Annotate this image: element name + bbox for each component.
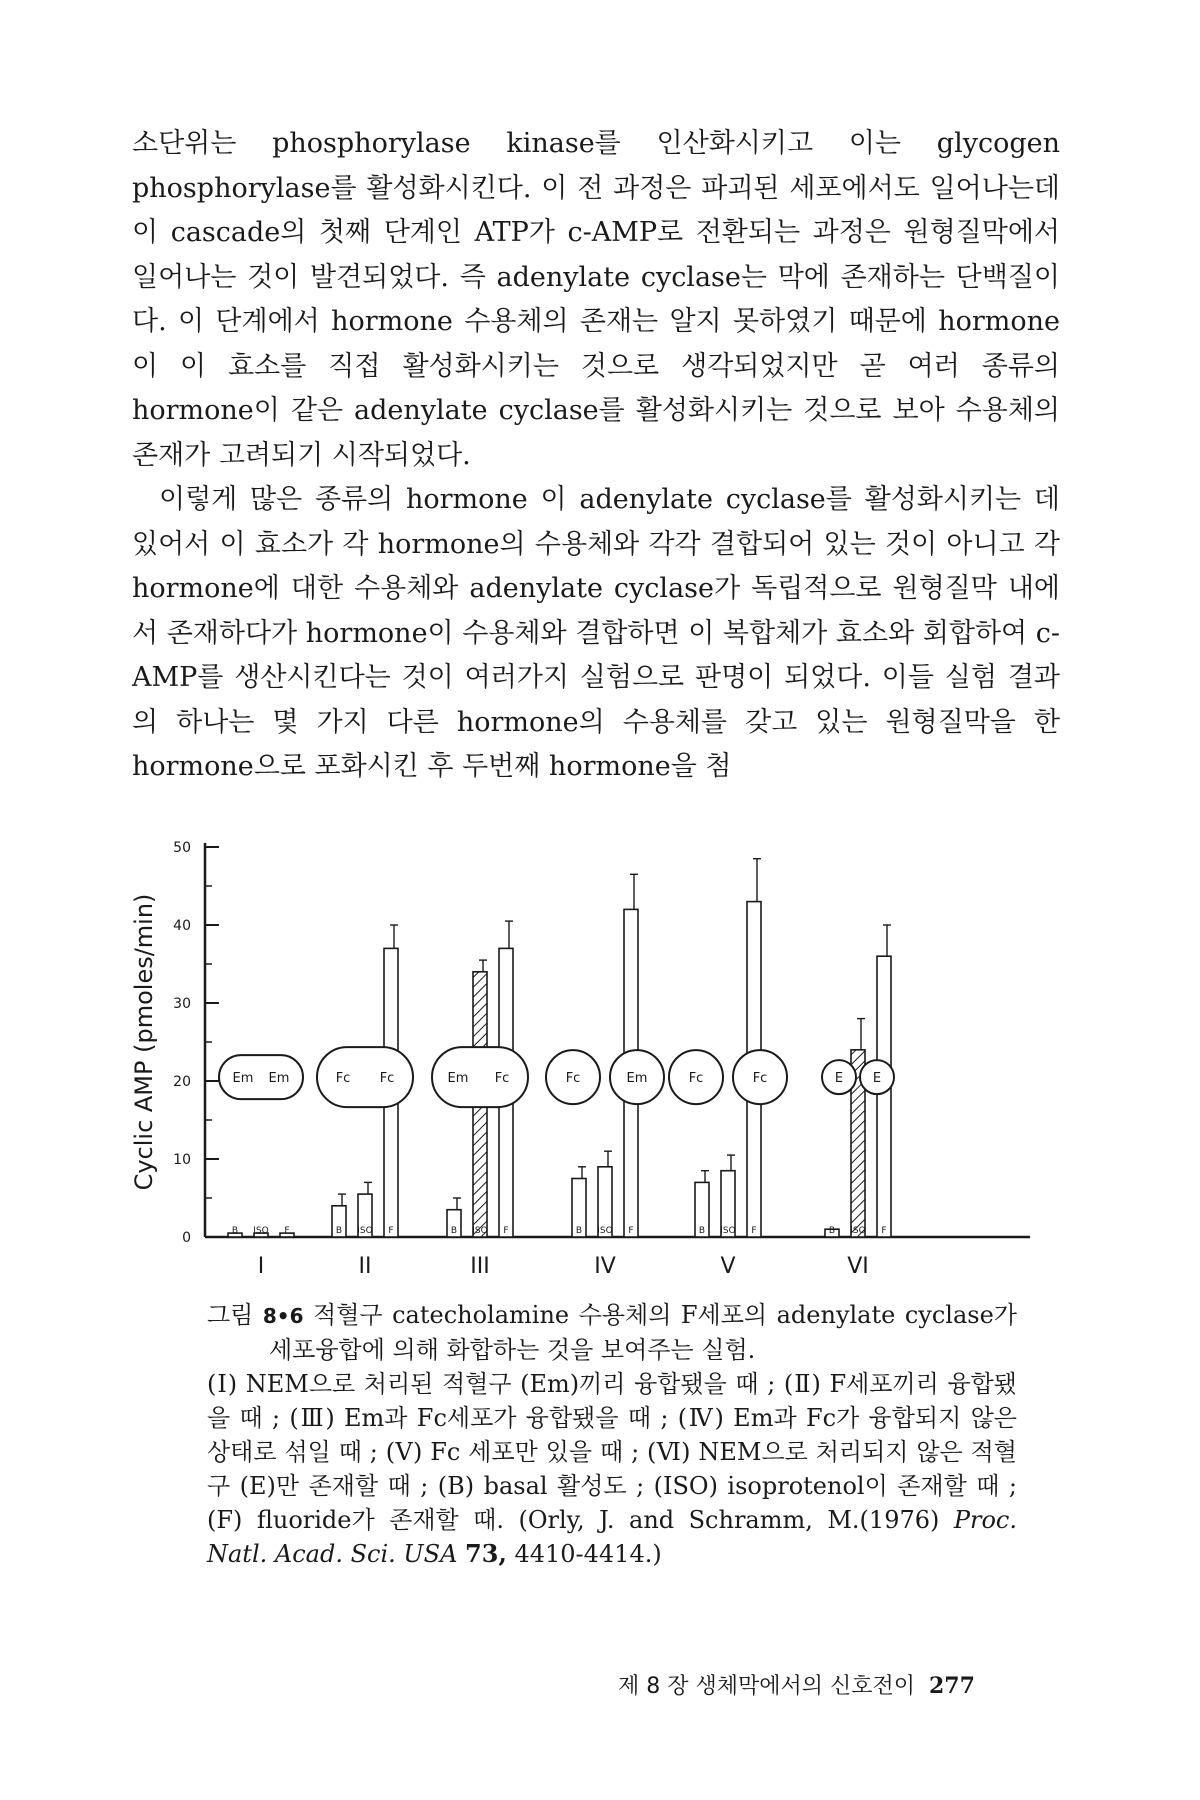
- bar-label: F: [881, 1226, 887, 1236]
- caption-ref-journal: Proc. Natl. Acad. Sci. USA: [207, 1506, 1017, 1568]
- cell-label: Fc: [565, 1071, 581, 1087]
- bar-label: B: [231, 1226, 239, 1236]
- bar-label: ISO: [357, 1226, 373, 1236]
- cell-label: Fc: [379, 1071, 395, 1087]
- y-tick-label: 40: [173, 918, 191, 934]
- group-label: VI: [847, 1254, 869, 1279]
- bar-label: F: [628, 1226, 634, 1236]
- paragraph-1: 소단위는 phosphorylase kinase를 인산화시키고 이는 glycogen phosphorylase를 활성화시킨다. 이 전 과정은 파괴된 세포에서도 일어나는데 이 cascade의 첫째 단계인 ATP가 c-AMP로 전환되는 과정은 원형질막에서 일어나는 것이 발견되었다. 즉 adenylate cyclase는 막에 존재하는 단백질이다. 이 단계에서 hormone 수용체의 존재는 알지 못하였기 때문에 hormone이 이 효소를 직접 활성화시키는 것으로 생각되었지만 곧 여러 종류의 hormone이 같은 adenylate cyclase를 활성화시키는 것으로 보아 수용체의 존재가 고려되기 시작되었다.: [132, 128, 1060, 471]
- bar-label: F: [388, 1226, 394, 1236]
- bar-label: B: [828, 1226, 836, 1236]
- y-tick-label: 50: [173, 840, 191, 856]
- bar-label: F: [503, 1226, 509, 1236]
- cell-label: Em: [447, 1071, 469, 1087]
- bar-label: B: [698, 1226, 706, 1236]
- page-footer: [618, 1669, 975, 1700]
- cell-label: E: [872, 1071, 882, 1087]
- bar-label: ISO: [597, 1226, 613, 1236]
- caption-ref-authors: (Orly, J. and Schramm, M.(1976): [518, 1506, 940, 1534]
- cell-label: Fc: [335, 1071, 351, 1087]
- figure-chart: [120, 825, 1050, 1285]
- cell-label: Fc: [752, 1071, 768, 1087]
- caption-body: (Ⅰ) NEM으로 처리된 적혈구 (Em)끼리 융합됐을 때 ; (Ⅱ) F세포끼리 융합됐을 때 ; (Ⅲ) Em과 Fc세포가 융합됐을 때 ; (Ⅳ) Em과 Fc가 융합되지 않은 상태로 섞일 때 ; (Ⅴ) Fc 세포만 있을 때 ; (Ⅵ) NEM으로 처리되지 않은 적혈구 (E)만 존재할 때 ; (B) basal 활성도 ; (ISO) isoprotenol이 존재할 때 ; (F) fluoride가 존재할 때.: [207, 1370, 1017, 1534]
- page-number: 277: [929, 1673, 975, 1699]
- bar-label: B: [335, 1226, 343, 1236]
- caption-label: 그림: [207, 1301, 254, 1329]
- cell-label: Em: [626, 1071, 648, 1087]
- y-tick-label: 0: [182, 1230, 191, 1246]
- paragraph-2: 이렇게 많은 종류의 hormone 이 adenylate cyclase를 활성화시키는 데 있어서 이 효소가 각 hormone의 수용체와 각각 결합되어 있는 것이 아니고 각 hormone에 대한 수용체와 adenylate cyclase가 독립적으로 원형질막 내에서 존재하다가 hormone이 수용체와 결합하면 이 복합체가 효소와 회합하여 c-AMP를 생산시킨다는 것이 여러가지 실험으로 판명이 되었다. 이들 실험 결과의 하나는 몇 가지 다른 hormone의 수용체를 갖고 있는 원형질막을 한 hormone으로 포화시킨 후 두번째 hormone을 첨: [132, 484, 1060, 782]
- caption-ref-volume: 73,: [465, 1539, 507, 1568]
- caption-title: 적혈구 catecholamine 수용체의 F세포의 adenylate cyclase가 세포융합에 의해 화합하는 것을 보여주는 실험.: [269, 1301, 1017, 1364]
- cell-label: Em: [268, 1071, 290, 1087]
- bar-label: F: [284, 1226, 290, 1236]
- group-label: III: [470, 1254, 490, 1279]
- bar-label: ISO: [253, 1226, 269, 1236]
- bar-label: B: [450, 1226, 458, 1236]
- caption-number: 8•6: [262, 1304, 304, 1328]
- bar-label: B: [575, 1226, 583, 1236]
- cell-pair-fused: [432, 1047, 528, 1107]
- y-tick-label: 30: [173, 996, 191, 1012]
- cell-label: E: [834, 1071, 844, 1087]
- bar-label: ISO: [850, 1226, 866, 1236]
- figure-caption: [207, 1298, 1017, 1571]
- y-axis-label: Cyclic AMP (pmoles/min): [130, 893, 158, 1191]
- bar-label: F: [751, 1226, 757, 1236]
- group-label: IV: [594, 1254, 616, 1279]
- cell-label: Fc: [494, 1071, 510, 1087]
- cell-pair-fused: [317, 1047, 413, 1107]
- bar-VI-F: [877, 956, 891, 1237]
- y-tick-label: 20: [173, 1074, 191, 1090]
- chapter-title: 제 8 장 생체막에서의 신호전이: [618, 1674, 915, 1699]
- body-text: [132, 122, 1060, 790]
- bar-label: ISO: [472, 1226, 488, 1236]
- group-label: V: [720, 1254, 736, 1279]
- cell-label: Fc: [688, 1071, 704, 1087]
- caption-ref-pages: 4410-4414.): [514, 1540, 662, 1568]
- cell-label: Em: [232, 1071, 254, 1087]
- group-label: II: [358, 1254, 372, 1279]
- bar-label: ISO: [720, 1226, 736, 1236]
- y-tick-label: 10: [173, 1152, 191, 1168]
- group-label: I: [257, 1254, 265, 1279]
